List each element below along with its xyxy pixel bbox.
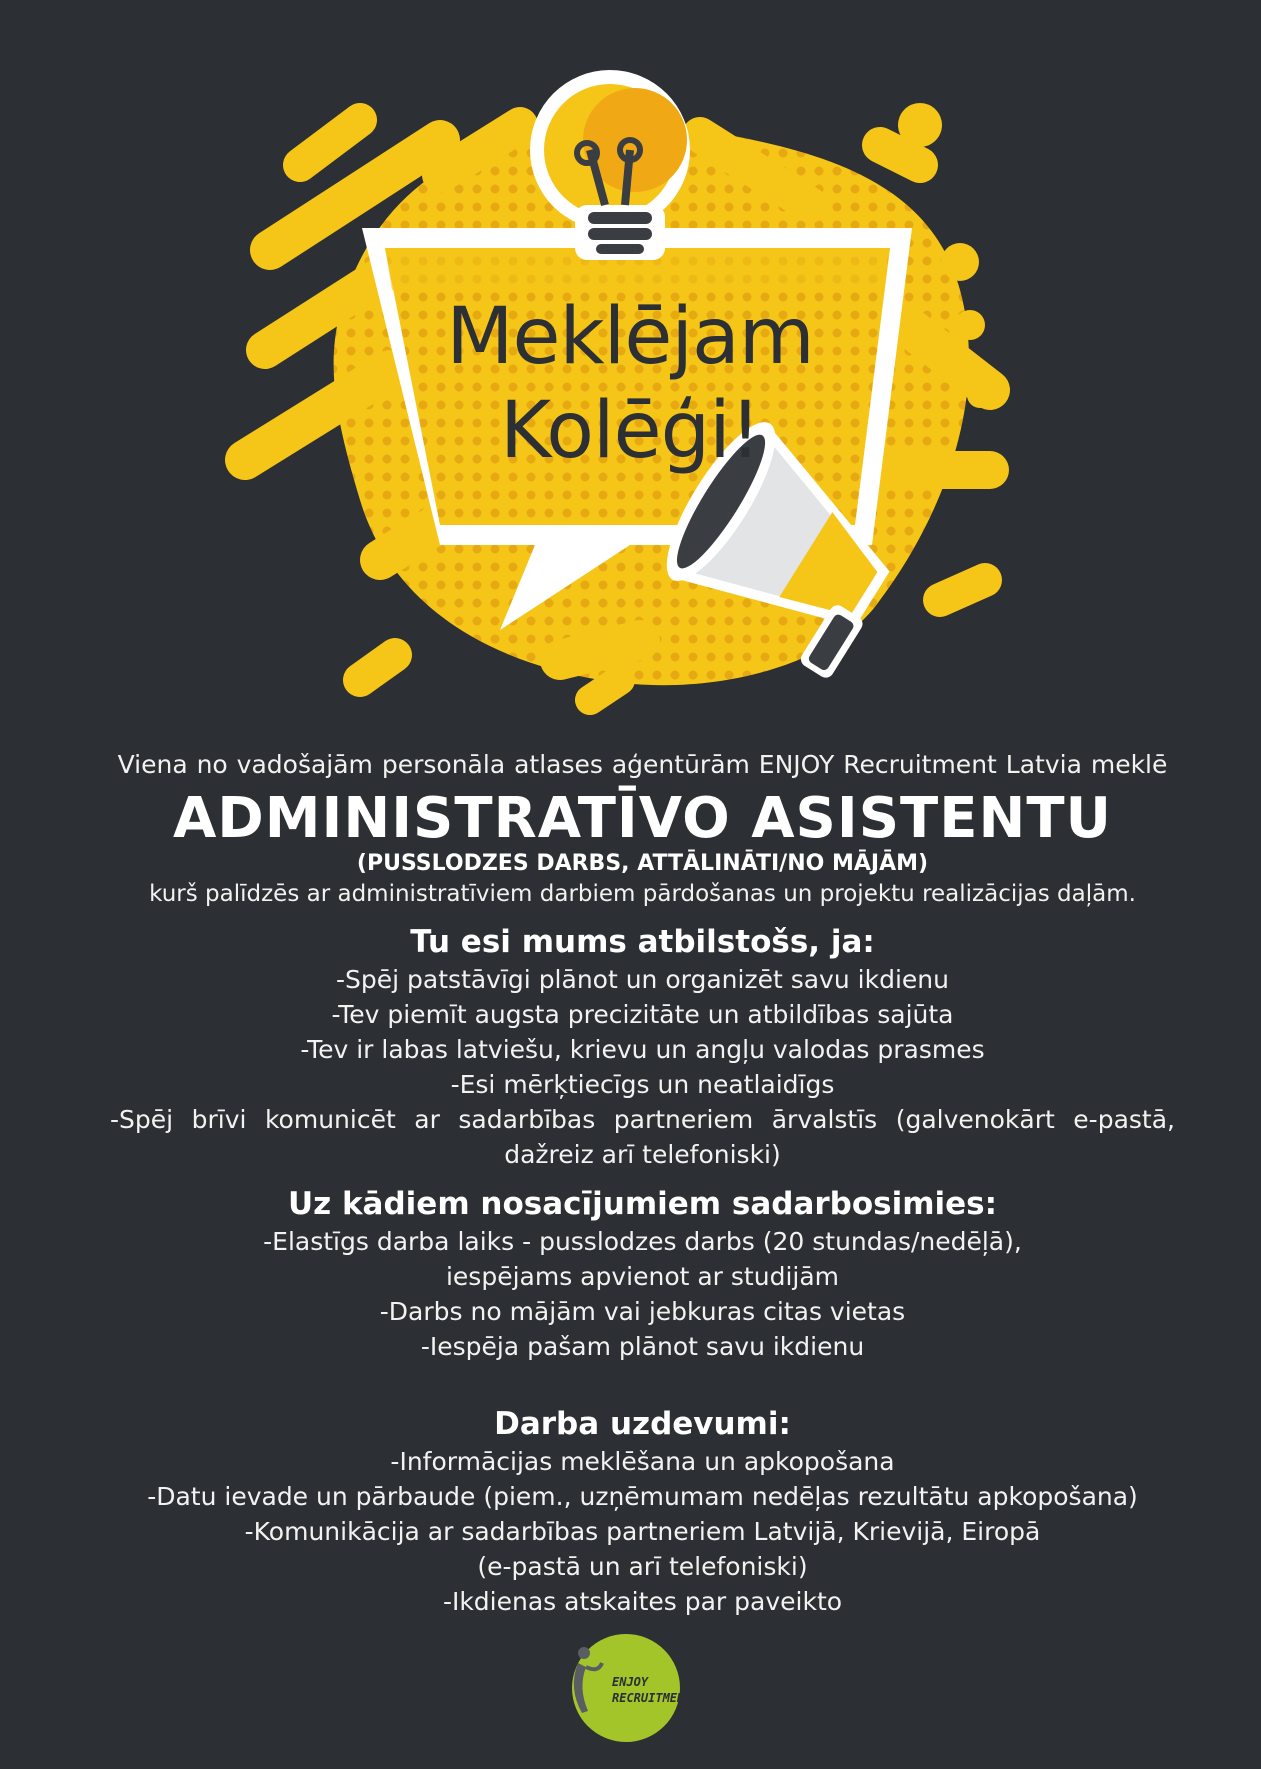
task-item: -Ikdienas atskaites par paveikto <box>442 1587 843 1616</box>
hero-illustration <box>0 0 1261 740</box>
conditions-title: Uz kādiem nosacījumiem sadarbosimies: <box>287 1186 998 1222</box>
hero-headline <box>380 290 880 478</box>
condition-item: -Iespēja pašam plānot savu ikdienu <box>420 1332 865 1361</box>
task-item: -Komunikācija ar sadarbības partneriem Latvijā, Krievijā, Eiropā <box>244 1517 1041 1546</box>
requirement-item: -Spēj patstāvīgi plānot un organizēt savu ikdienu <box>336 965 949 994</box>
requirement-item: -Tev piemīt augsta precizitāte un atbildības sajūta <box>331 1000 954 1029</box>
condition-item: -Elastīgs darba laiks - pusslodzes darbs (20 stundas/nedēļā), iespējams apvienot ar studijām <box>263 1227 1022 1291</box>
tasks-title: Darba uzdevumi: <box>494 1406 791 1442</box>
requirement-item: -Esi mērķtiecīgs un neatlaidīgs <box>450 1070 835 1099</box>
requirements-title: Tu esi mums atbilstošs, ja: <box>410 924 875 960</box>
task-item: (e-pastā un arī telefoniski) <box>477 1552 808 1581</box>
role-title: ADMINISTRATĪVO ASISTENTU <box>172 786 1113 851</box>
intro-text: Viena no vadošajām personāla atlases aģentūrām ENJOY Recruitment Latvia meklē <box>117 750 1168 779</box>
condition-item: -Darbs no mājām vai jebkuras citas vietas <box>379 1297 906 1326</box>
role-description: kurš palīdzēs ar administratīviem darbiem pārdošanas un projektu realizācijas daļām. <box>149 881 1136 907</box>
logo-line-1: ENJOY <box>612 1675 649 1689</box>
headline-line-1: Meklējam <box>446 292 814 382</box>
logo-line-2: RECRUITMENT <box>612 1691 692 1705</box>
requirement-item: -Tev ir labas latviešu, krievu un angļu valodas prasmes <box>300 1035 985 1064</box>
requirement-item: -Spēj brīvi komunicēt ar sadarbības partneriem ārvalstīs (galvenokārt e-pastā, dažreiz arī telefoniski) <box>110 1105 1175 1169</box>
logo-text <box>612 1674 692 1706</box>
task-item: -Informācijas meklēšana un apkopošana <box>390 1447 895 1476</box>
role-subtitle: (PUSSLODZES DARBS, ATTĀLINĀTI/NO MĀJĀM) <box>356 851 929 876</box>
task-item: -Datu ievade un pārbaude (piem., uzņēmumam nedēļas rezultātu apkopošana) <box>147 1482 1138 1511</box>
job-ad-content <box>100 748 1185 1619</box>
headline-line-2: Kolēģi! <box>499 386 761 476</box>
